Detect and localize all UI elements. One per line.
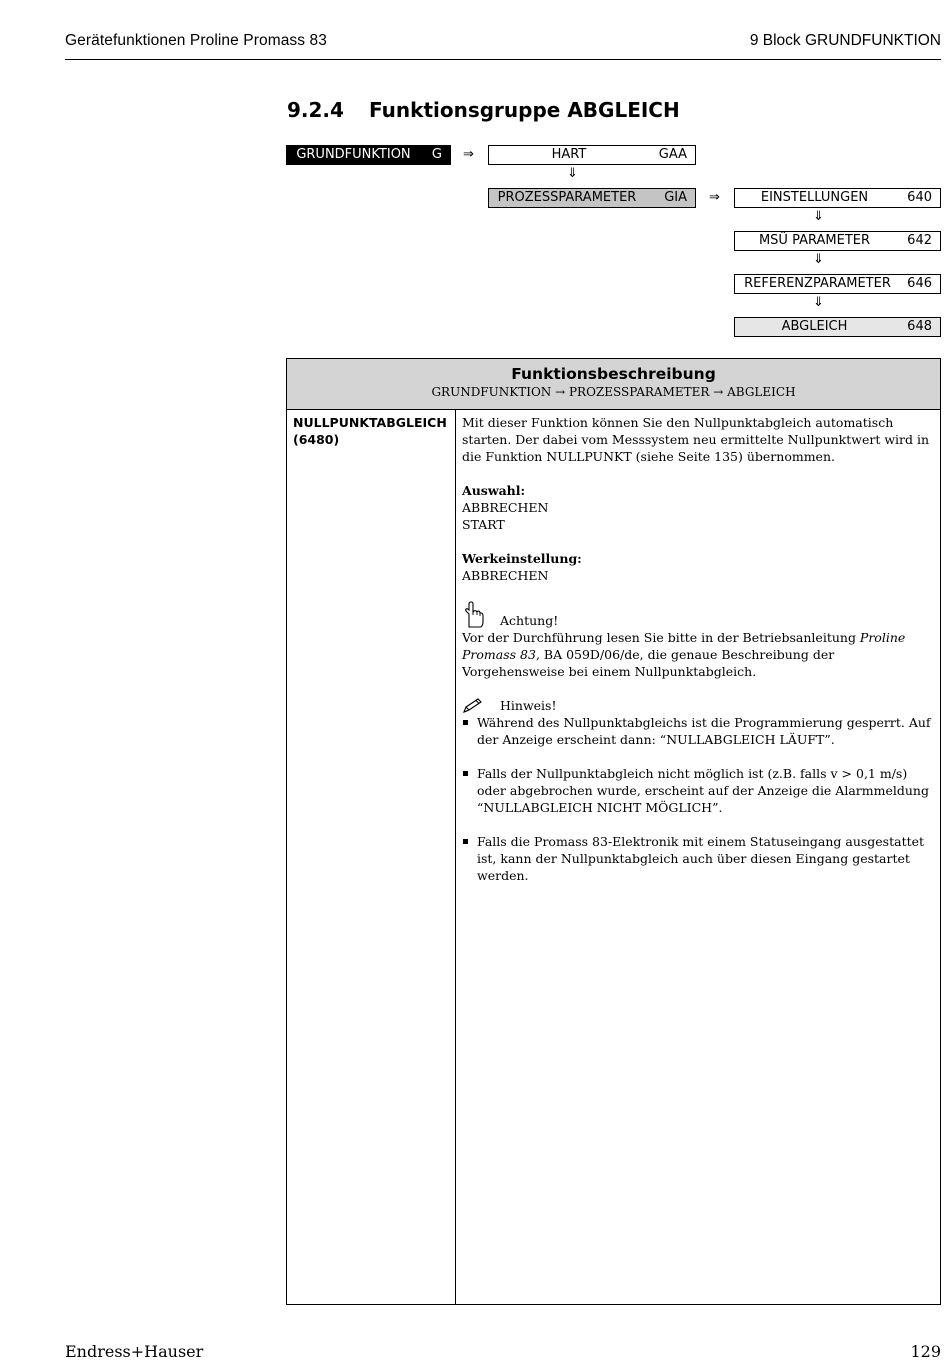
table-path: GRUNDFUNKTION → PROZESSPARAMETER → ABGLEICH xyxy=(431,385,796,399)
intro-text: Mit dieser Funktion können Sie den Nullpunktabgleich automatisch starten. Der dabei vom Messsystem neu ermittelte Nullpunktwert wird in die Funktion NULLPUNKT (siehe Seite 135) übernommen. xyxy=(462,415,930,464)
menu-box-code: 642 xyxy=(907,233,932,248)
hinweis-bullet: Falls der Nullpunktabgleich nicht möglich ist (z.B. falls v > 0,1 m/s) oder abgebrochen wurde, erscheint auf der Anzeige die Alarmmeldung “NULLABGLEICH NICHT MÖGLICH”. xyxy=(462,765,938,816)
arrow-down-icon: ⇓ xyxy=(813,252,824,267)
pencil-note-icon xyxy=(462,698,484,714)
menu-box-grundfunktion xyxy=(286,145,451,165)
menu-box-label: PROZESSPARAMETER xyxy=(497,190,637,205)
running-header-title: Gerätefunktionen Proline Promass 83 xyxy=(65,32,327,49)
menu-box-hart xyxy=(488,145,696,165)
page-number: 129 xyxy=(910,1342,941,1361)
header-rule xyxy=(65,59,941,60)
werkeinstellung-label: Werkeinstellung: xyxy=(462,551,582,566)
column-divider xyxy=(455,409,456,1304)
achtung-row xyxy=(462,601,938,629)
menu-box-referenzparameter xyxy=(734,274,941,294)
function-name: NULLPUNKTABGLEICH xyxy=(293,415,447,430)
achtung-text: Vor der Durchführung lesen Sie bitte in der Betriebsanleitung Proline Promass 83, BA 059D/06/de, die genaue Beschreibung der Vorgehensweise bei einem Nullpunktabgleich. xyxy=(462,630,906,679)
section-title: Funktionsgruppe ABGLEICH xyxy=(369,98,680,122)
menu-box-abgleich xyxy=(734,317,941,337)
hinweis-bullet: Während des Nullpunktabgleichs ist die Programmierung gesperrt. Auf der Anzeige erscheint dann: “NULLABGLEICH LÄUFT”. xyxy=(462,714,938,748)
auswahl-label: Auswahl: xyxy=(462,483,526,498)
menu-box-code: 648 xyxy=(907,319,932,334)
arrow-down-icon: ⇓ xyxy=(813,295,824,310)
menu-box-code: GAA xyxy=(658,147,687,162)
auswahl-option: ABBRECHEN xyxy=(462,500,549,515)
arrow-down-icon: ⇓ xyxy=(813,209,824,224)
menu-box-code: 646 xyxy=(907,276,932,291)
arrow-down-icon: ⇓ xyxy=(567,166,578,181)
running-header-chapter: 9 Block GRUNDFUNKTION xyxy=(749,32,941,49)
function-description-cell xyxy=(462,414,938,884)
menu-box-label: EINSTELLUNGEN xyxy=(760,190,869,205)
function-name-cell xyxy=(293,414,451,448)
function-table xyxy=(286,358,941,1305)
function-code: (6480) xyxy=(293,432,340,447)
hinweis-row xyxy=(462,697,938,714)
menu-box-code: G xyxy=(431,147,442,162)
table-title: Funktionsbeschreibung xyxy=(511,365,716,383)
menu-box-code: 640 xyxy=(907,190,932,205)
menu-box-label: GRUNDFUNKTION xyxy=(296,147,411,162)
pointing-hand-icon xyxy=(462,601,484,629)
menu-box-code: GIA xyxy=(664,190,687,205)
hinweis-bullet: Falls die Promass 83-Elektronik mit einem Statuseingang ausgestattet ist, kann der Nullpunktabgleich auch über diesen Eingang gestartet werden. xyxy=(462,833,938,884)
arrow-right-icon: ⇒ xyxy=(463,147,474,162)
footer-publisher: Endress+Hauser xyxy=(65,1342,204,1361)
menu-box-label: HART xyxy=(551,147,587,162)
menu-box-msue-parameter xyxy=(734,231,941,251)
table-header xyxy=(287,359,940,410)
menu-box-prozessparameter xyxy=(488,188,696,208)
achtung-label: Achtung! xyxy=(500,613,559,628)
section-heading xyxy=(287,98,680,122)
menu-box-einstellungen xyxy=(734,188,941,208)
hinweis-label: Hinweis! xyxy=(500,698,557,713)
auswahl-option: START xyxy=(462,517,505,532)
menu-box-label: MSÜ PARAMETER xyxy=(758,233,871,248)
menu-box-label: ABGLEICH xyxy=(781,319,848,334)
section-number: 9.2.4 xyxy=(287,98,344,122)
werkeinstellung-value: ABBRECHEN xyxy=(462,568,549,583)
arrow-right-icon: ⇒ xyxy=(709,190,720,205)
menu-box-label: REFERENZPARAMETER xyxy=(744,276,891,291)
